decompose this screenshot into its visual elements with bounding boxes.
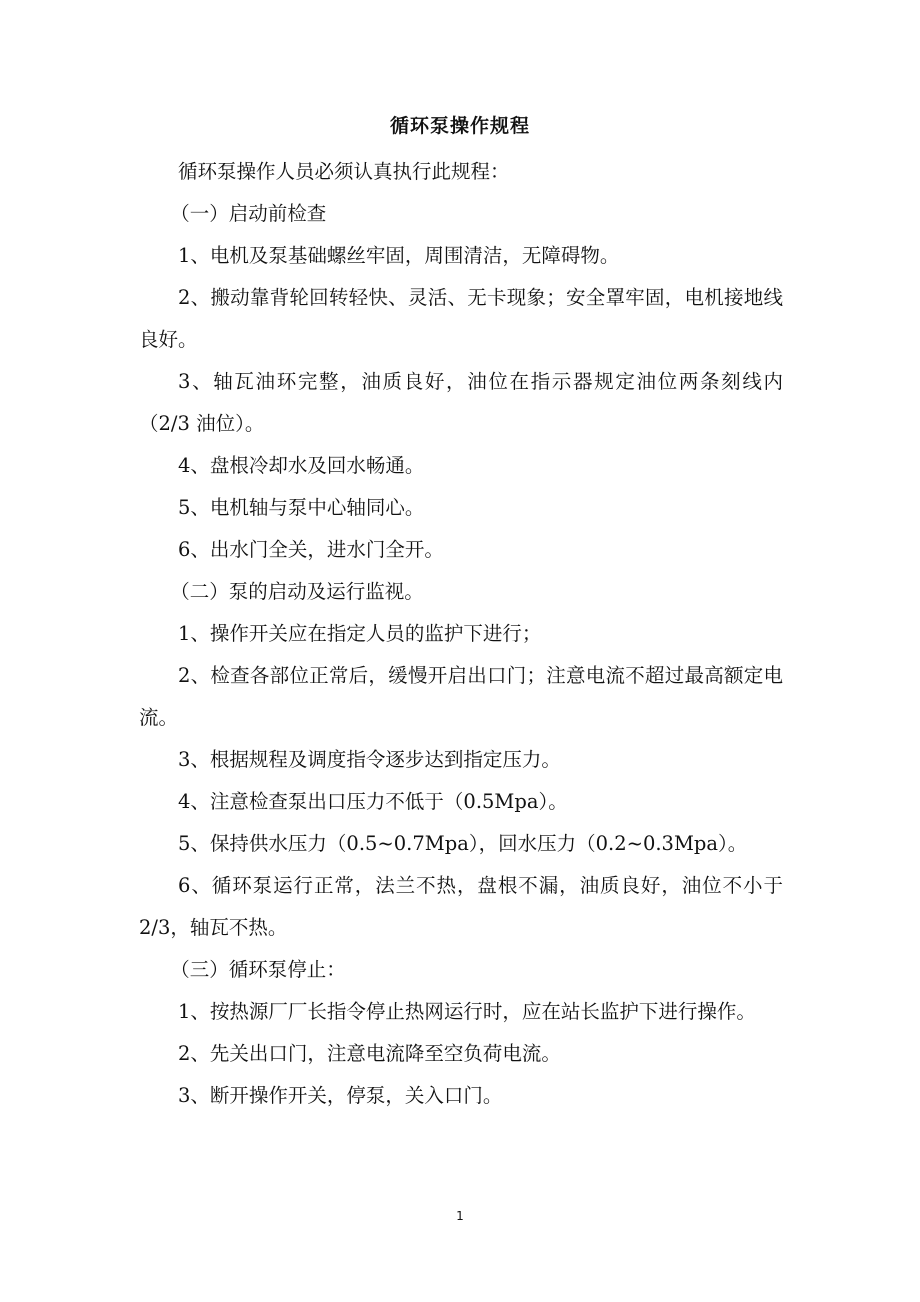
page-number: 1	[456, 1209, 464, 1223]
list-item: 4、盘根冷却水及回水畅通。	[178, 454, 425, 477]
section-heading-2: （二）泵的启动及运行监视。	[170, 580, 424, 603]
list-item: 6、出水门全关，进水门全开。	[178, 538, 444, 561]
list-item: 1、操作开关应在指定人员的监护下进行；	[178, 622, 542, 645]
list-item: 5、保持供水压力（0.5~0.7Mpa），回水压力（0.2~0.3Mpa）。	[178, 832, 748, 855]
section-heading-3: （三）循环泵停止：	[170, 958, 346, 981]
list-item: 5、电机轴与泵中心轴同心。	[178, 496, 425, 519]
list-item: 1、电机及泵基础螺丝牢固，周围清洁，无障碍物。	[178, 244, 620, 267]
list-item: 3、轴瓦油环完整，油质良好，油位在指示器规定油位两条刻线内（2/3 油位）。	[139, 370, 783, 435]
list-item: 1、按热源厂厂长指令停止热网运行时，应在站长监护下进行操作。	[178, 1000, 756, 1023]
list-item: 2、搬动靠背轮回转轻快、灵活、无卡现象；安全罩牢固，电机接地线良好。	[139, 286, 783, 351]
intro-paragraph: 循环泵操作人员必须认真执行此规程：	[178, 160, 510, 183]
document-body	[139, 151, 783, 1117]
section-heading-1: （一）启动前检查	[170, 202, 327, 225]
list-item: 2、先关出口门，注意电流降至空负荷电流。	[178, 1042, 561, 1065]
list-item: 3、断开操作开关，停泵，关入口门。	[178, 1084, 503, 1107]
list-item: 2、检查各部位正常后，缓慢开启出口门；注意电流不超过最高额定电流。	[139, 664, 783, 729]
list-item: 4、注意检查泵出口压力不低于（0.5Mpa）。	[178, 790, 568, 813]
document-title: 循环泵操作规程	[389, 115, 530, 137]
list-item: 3、根据规程及调度指令逐步达到指定压力。	[178, 748, 561, 771]
list-item: 6、循环泵运行正常，法兰不热，盘根不漏，油质良好，油位不小于 2/3，轴瓦不热。	[139, 874, 783, 939]
